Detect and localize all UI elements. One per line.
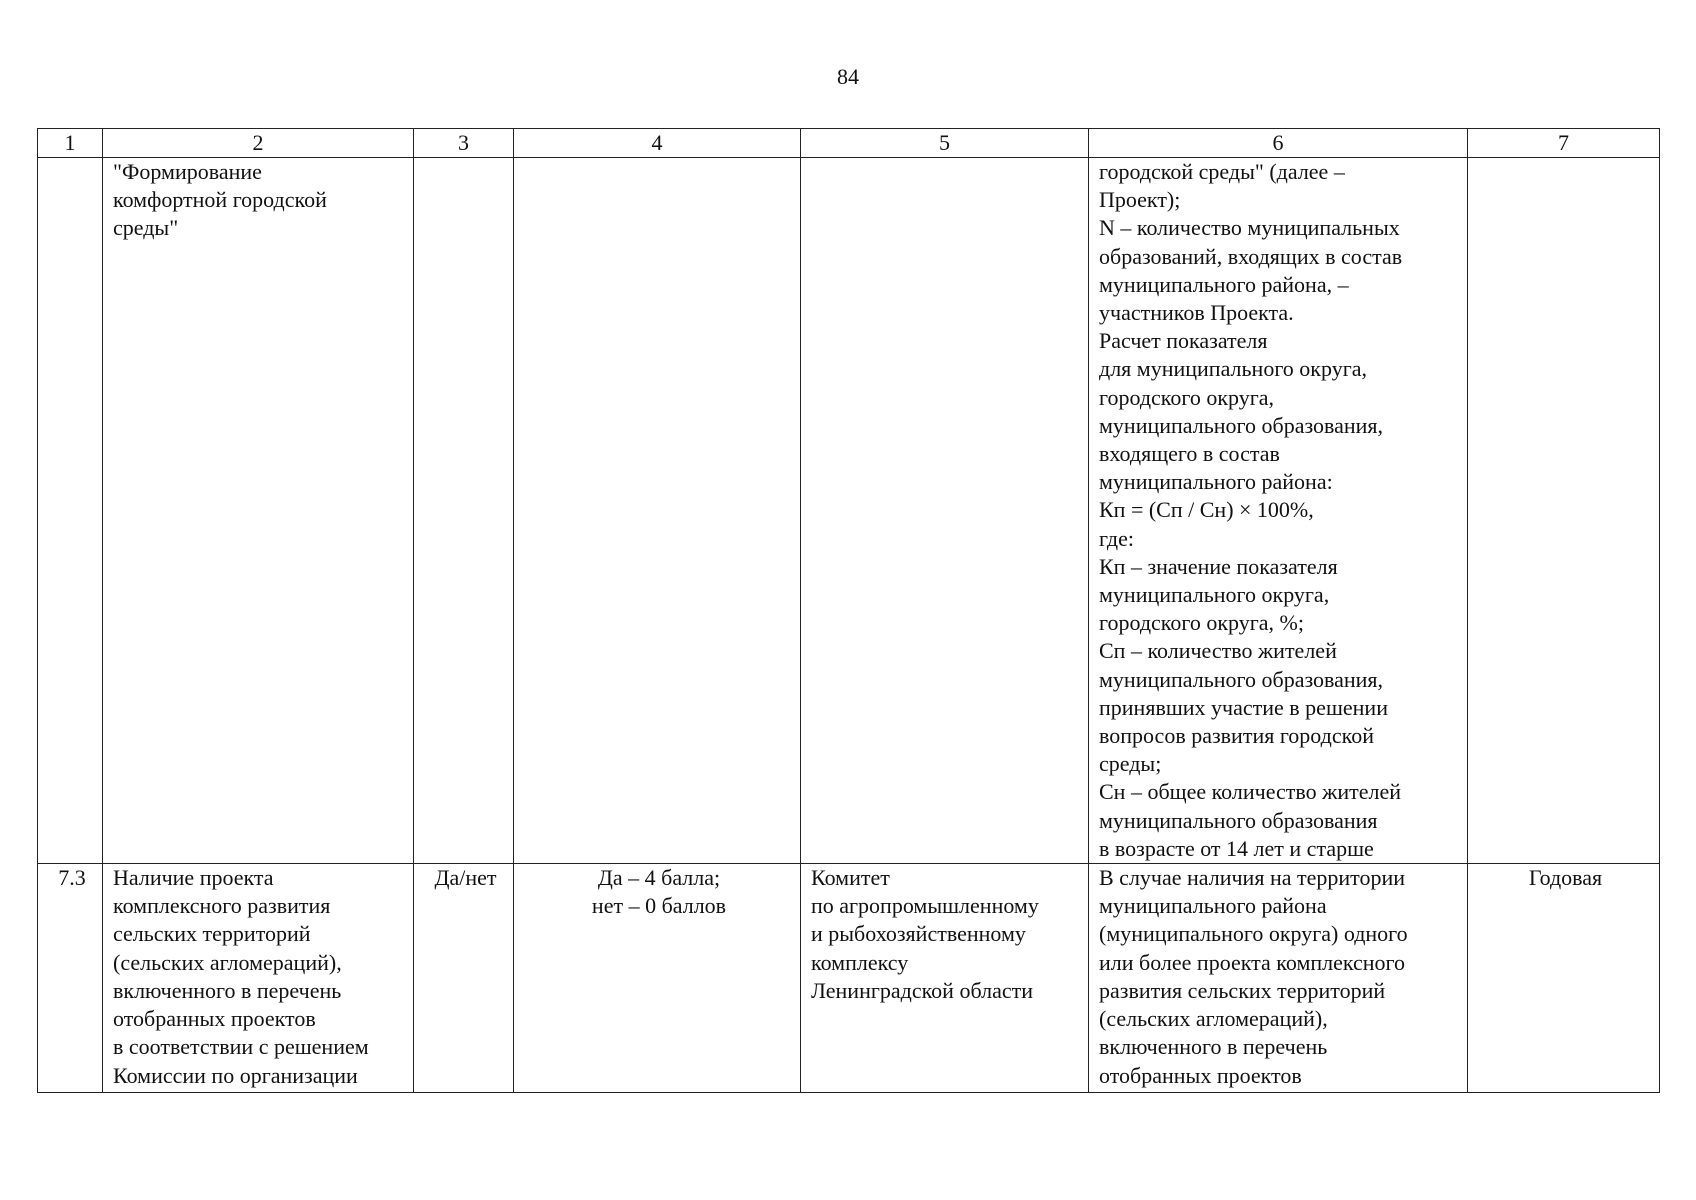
cell-responsible [801, 158, 1089, 864]
cell-unit: Да/нет [414, 864, 514, 1093]
cell-item-number: 7.3 [38, 864, 103, 1093]
cell-scoring [514, 158, 801, 864]
column-number: 2 [103, 129, 414, 158]
column-number: 6 [1089, 129, 1468, 158]
cell-responsible: Комитет по агропромышленному и рыбохозяйственному комплексу Ленинградской области [801, 864, 1089, 1093]
cell-periodicity: Годовая [1468, 864, 1660, 1093]
page-number: 84 [837, 64, 859, 89]
cell-calculation-method: городской среды" (далее – Проект); N – количество муниципальных образований, входящих в состав муниципального района, – участников Проекта. Расчет показателя для муниципального округа, городского округа, муниципального образования, входящего в состав муниципального района: Кп = (Сп / Сн) × 100%, где: Кп – значение показателя муниципального округа, городского округа, %; Сп – количество жителей муниципального образования, принявших участие в решении вопросов развития городской среды; Сн – общее количество жителей муниципального образования в возрасте от 14 лет и старше [1089, 158, 1468, 864]
cell-scoring: Да – 4 балла; нет – 0 баллов [514, 864, 801, 1093]
indicator-table [37, 128, 1660, 1093]
column-number: 5 [801, 129, 1089, 158]
cell-indicator-name: "Формирование комфортной городской среды" [103, 158, 414, 864]
cell-indicator-name: Наличие проекта комплексного развития сельских территорий (сельских агломераций), включенного в перечень отобранных проектов в соответствии с решением Комиссии по организации [103, 864, 414, 1093]
column-number: 3 [414, 129, 514, 158]
table-row-continued [38, 158, 1660, 864]
column-number: 4 [514, 129, 801, 158]
cell-item-number [38, 158, 103, 864]
table-row-7-3 [38, 864, 1660, 1093]
column-number: 7 [1468, 129, 1660, 158]
cell-calculation-method: В случае наличия на территории муниципального района (муниципального округа) одного или более проекта комплексного развития сельских территорий (сельских агломераций), включенного в перечень отобранных проектов [1089, 864, 1468, 1093]
cell-unit [414, 158, 514, 864]
column-number-row [38, 129, 1660, 158]
column-number: 1 [38, 129, 103, 158]
cell-periodicity [1468, 158, 1660, 864]
